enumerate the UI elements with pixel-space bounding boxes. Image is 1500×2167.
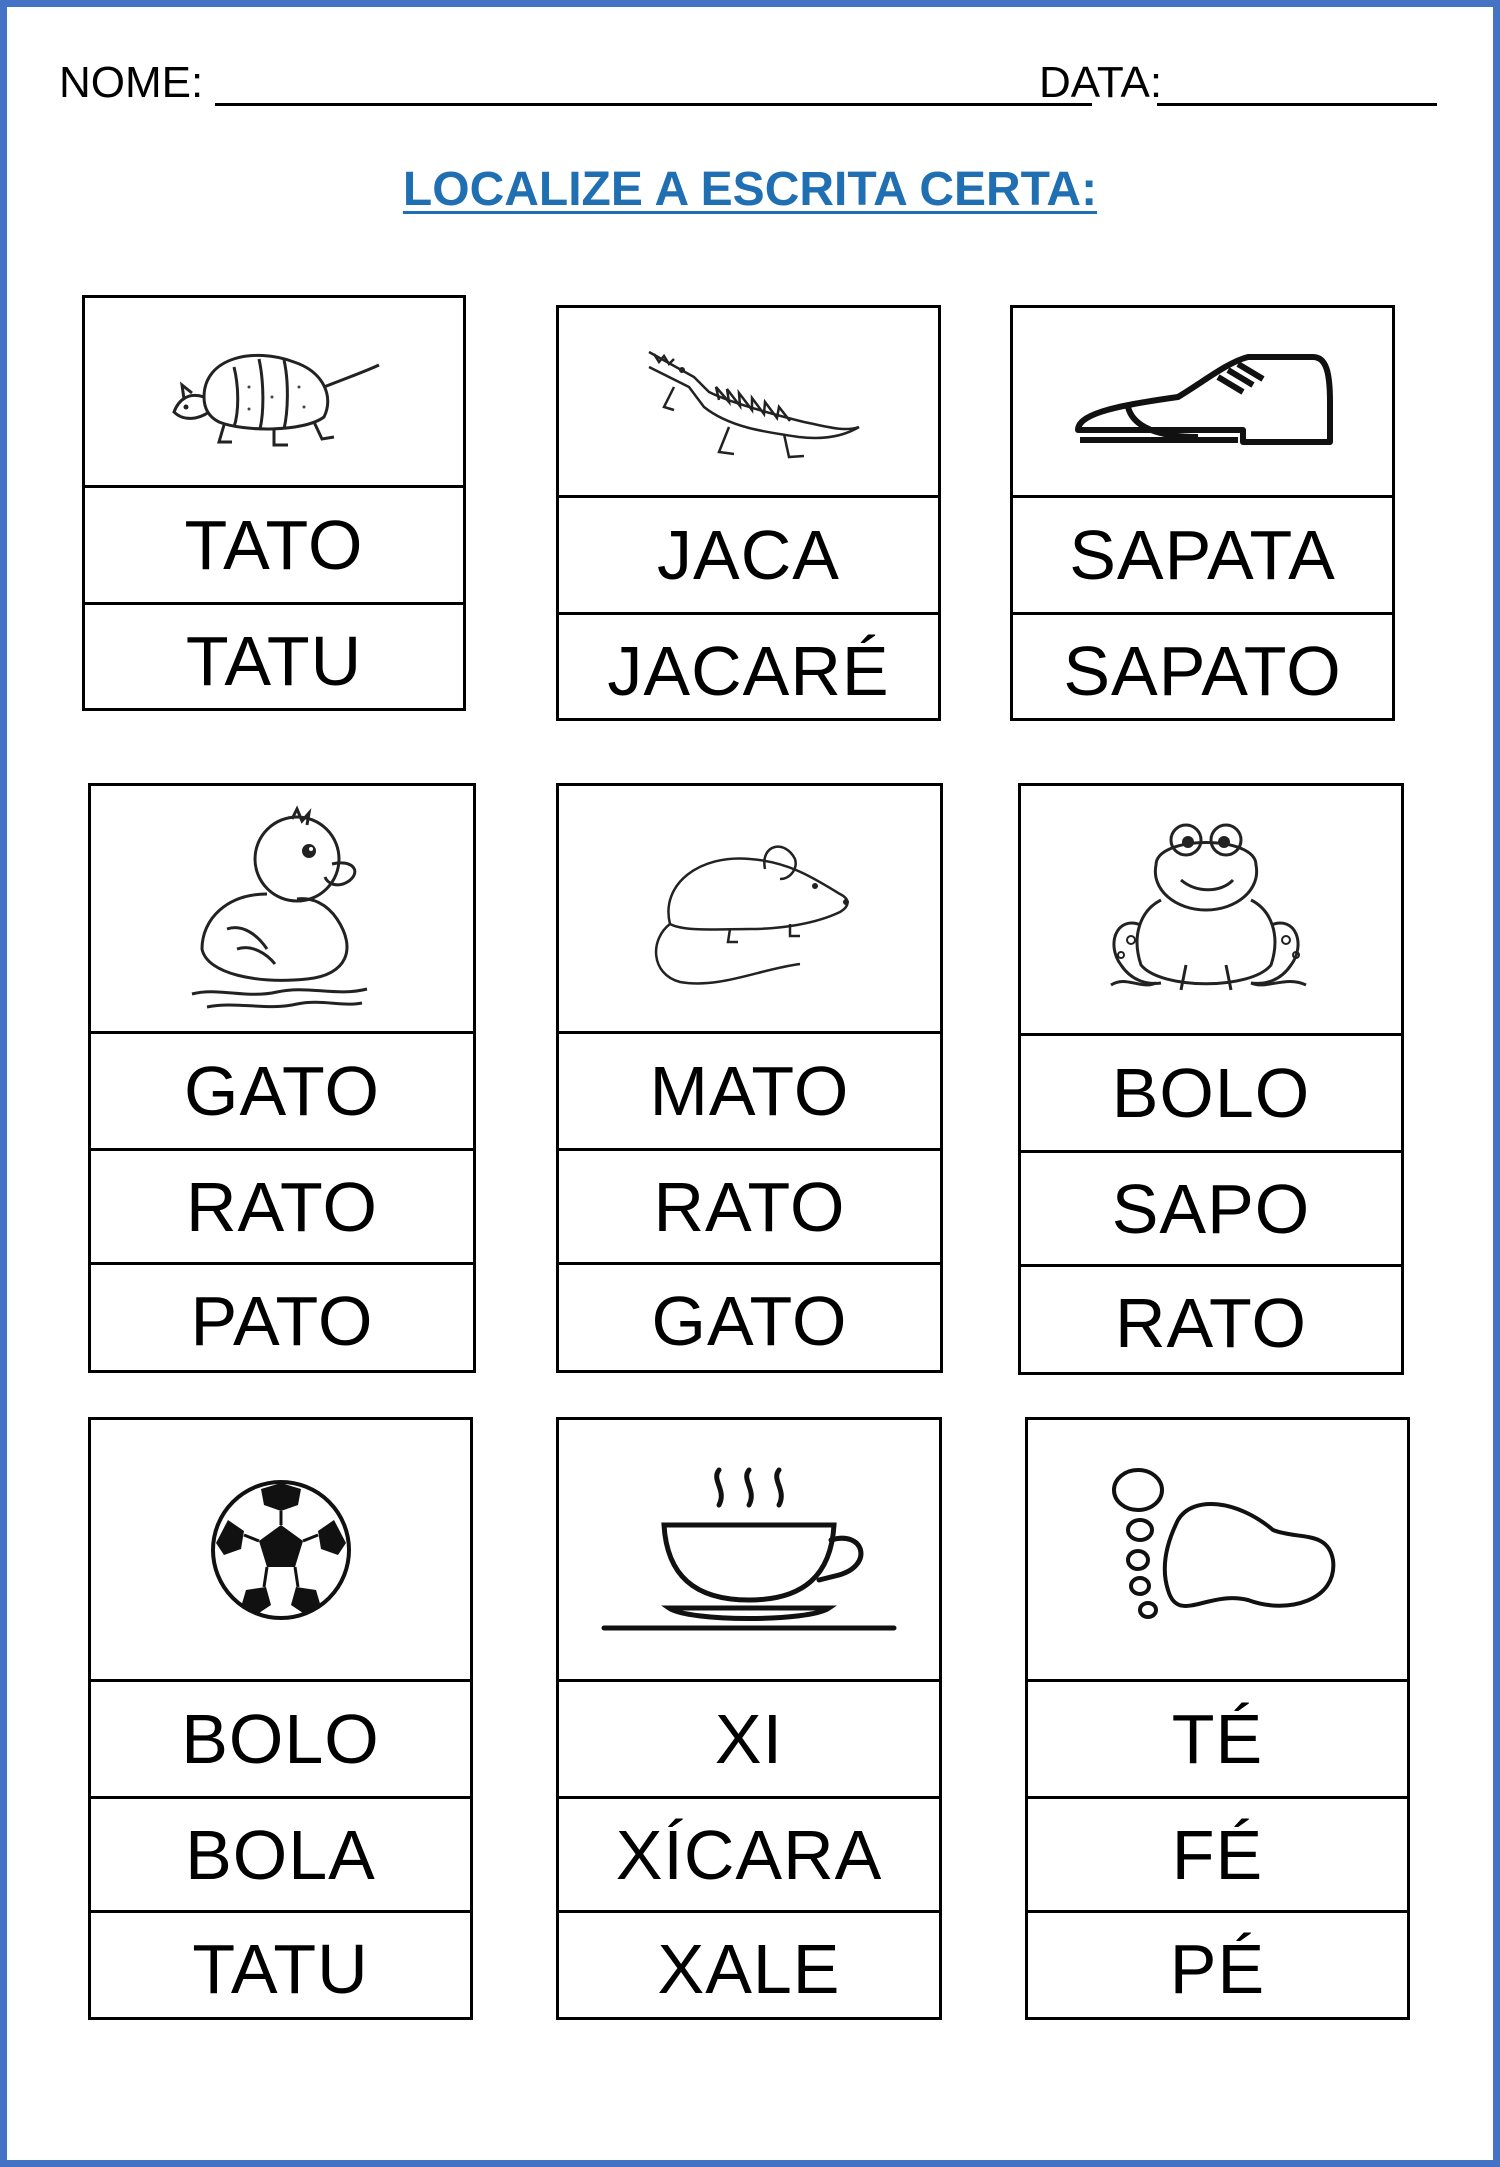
word-card-armadillo (82, 295, 466, 711)
word-option[interactable]: PÉ (1028, 1910, 1407, 2024)
word-card-duck (88, 783, 476, 1373)
word-option[interactable]: GATO (184, 1052, 380, 1130)
word-option[interactable]: TATO (184, 506, 364, 584)
word-option[interactable]: XALE (559, 1910, 939, 2024)
frog-icon (1021, 786, 1401, 1036)
word-option[interactable]: SAPATA (1069, 516, 1336, 594)
word-option[interactable]: XÍCARA (559, 1796, 939, 1910)
word-option[interactable]: FÉ (1028, 1796, 1407, 1910)
word-option[interactable]: XI (714, 1700, 784, 1778)
word-option[interactable]: MATO (649, 1052, 850, 1130)
word-card-ball (88, 1417, 473, 2020)
alligator-icon (559, 308, 938, 498)
word-option[interactable]: SAPO (1021, 1150, 1401, 1264)
word-option[interactable]: JACARÉ (559, 612, 938, 726)
word-card-cup (556, 1417, 942, 2020)
word-card-alligator (556, 305, 941, 721)
word-option[interactable]: TÉ (1171, 1700, 1264, 1778)
word-option[interactable]: RATO (559, 1148, 940, 1262)
word-option[interactable]: BOLO (1111, 1054, 1311, 1132)
word-option[interactable]: SAPATO (1013, 612, 1392, 726)
page-title: LOCALIZE A ESCRITA CERTA: (402, 163, 1098, 216)
duck-icon (91, 786, 473, 1034)
word-card-shoe (1010, 305, 1395, 721)
foot-icon (1028, 1420, 1407, 1682)
word-card-frog (1018, 783, 1404, 1375)
word-option[interactable]: JACA (657, 516, 840, 594)
word-card-foot (1025, 1417, 1410, 2020)
header (59, 57, 1437, 109)
word-option[interactable]: TATU (91, 1910, 470, 2024)
armadillo-icon (85, 298, 463, 488)
cup-icon (559, 1420, 939, 1682)
word-option[interactable]: BOLO (181, 1700, 380, 1778)
name-label: NOME: (59, 58, 204, 107)
mouse-icon (559, 786, 940, 1034)
word-option[interactable]: PATO (91, 1262, 473, 1376)
word-option[interactable]: BOLA (91, 1796, 470, 1910)
name-blank-line (215, 103, 1092, 106)
date-label: DATA: (1039, 58, 1163, 107)
word-option[interactable]: RATO (1021, 1264, 1401, 1378)
date-blank-line (1157, 103, 1437, 106)
word-option[interactable]: TATU (85, 602, 463, 716)
word-card-mouse (556, 783, 943, 1373)
soccer-ball-icon (91, 1420, 470, 1682)
word-option[interactable]: RATO (91, 1148, 473, 1262)
shoe-icon (1013, 308, 1392, 498)
word-option[interactable]: GATO (559, 1262, 940, 1376)
